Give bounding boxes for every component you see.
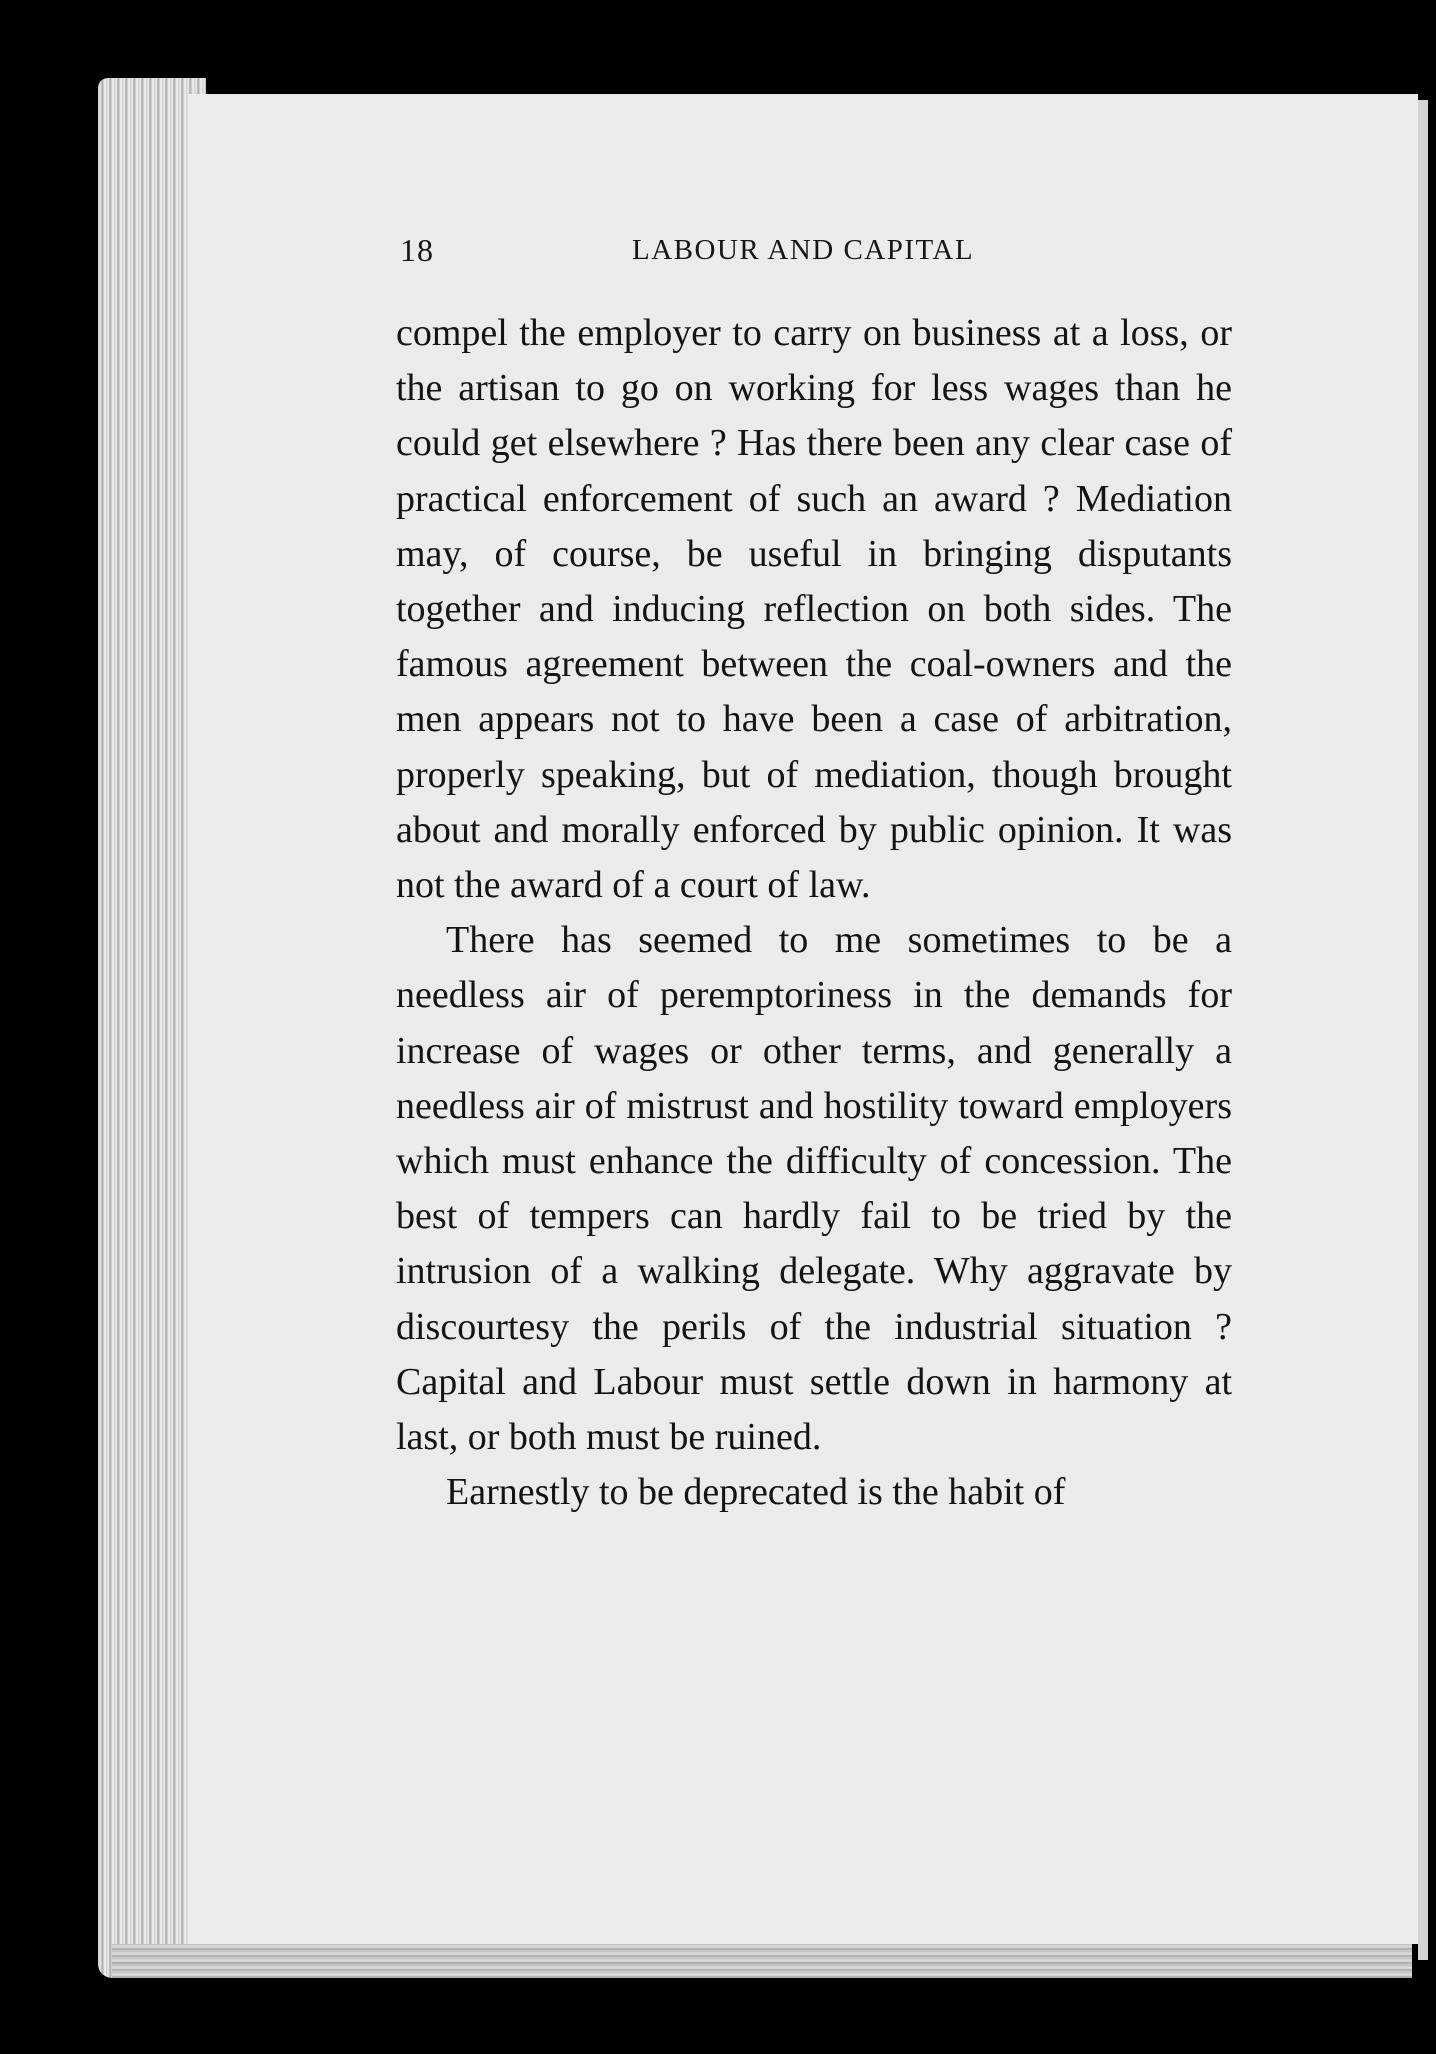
body-text [396, 306, 1232, 1520]
page-header [400, 232, 1020, 272]
page-number: 18 [400, 232, 434, 268]
page-bottom-edge [112, 1944, 1412, 1978]
paragraph-1: compel the employer to carry on business at a loss, or the artisan to go on working for less wages than he could get elsewhere ? Has there been any clear case of practical enforcement of such an award ? Mediation may, of course, be useful in bringing disputants together and inducing reflection on both sides. The famous agreement between the coal-owners and the men appears not to have been a case of arbitration, properly speaking, but of mediation, though brought about and morally enforced by public opinion. It was not the award of a court of law. [396, 312, 1232, 907]
paragraph-2: There has seemed to me sometimes to be a needless air of peremptoriness in the demands for increase of wages or other terms, and generally a needless air of mistrust and hostility toward employers which must enhance the difficulty of concession. The best of tempers can hardly fail to be tried by the intrusion of a walking delegate. Why aggravate by discourtesy the perils of the industrial situation ? Capital and Labour must settle down in harmony at last, or both must be ruined. [396, 919, 1232, 1459]
running-title: LABOUR AND CAPITAL [632, 234, 975, 266]
right-page-edge [1418, 100, 1428, 1960]
paragraph-3: Earnestly to be deprecated is the habit of [446, 1471, 1066, 1514]
